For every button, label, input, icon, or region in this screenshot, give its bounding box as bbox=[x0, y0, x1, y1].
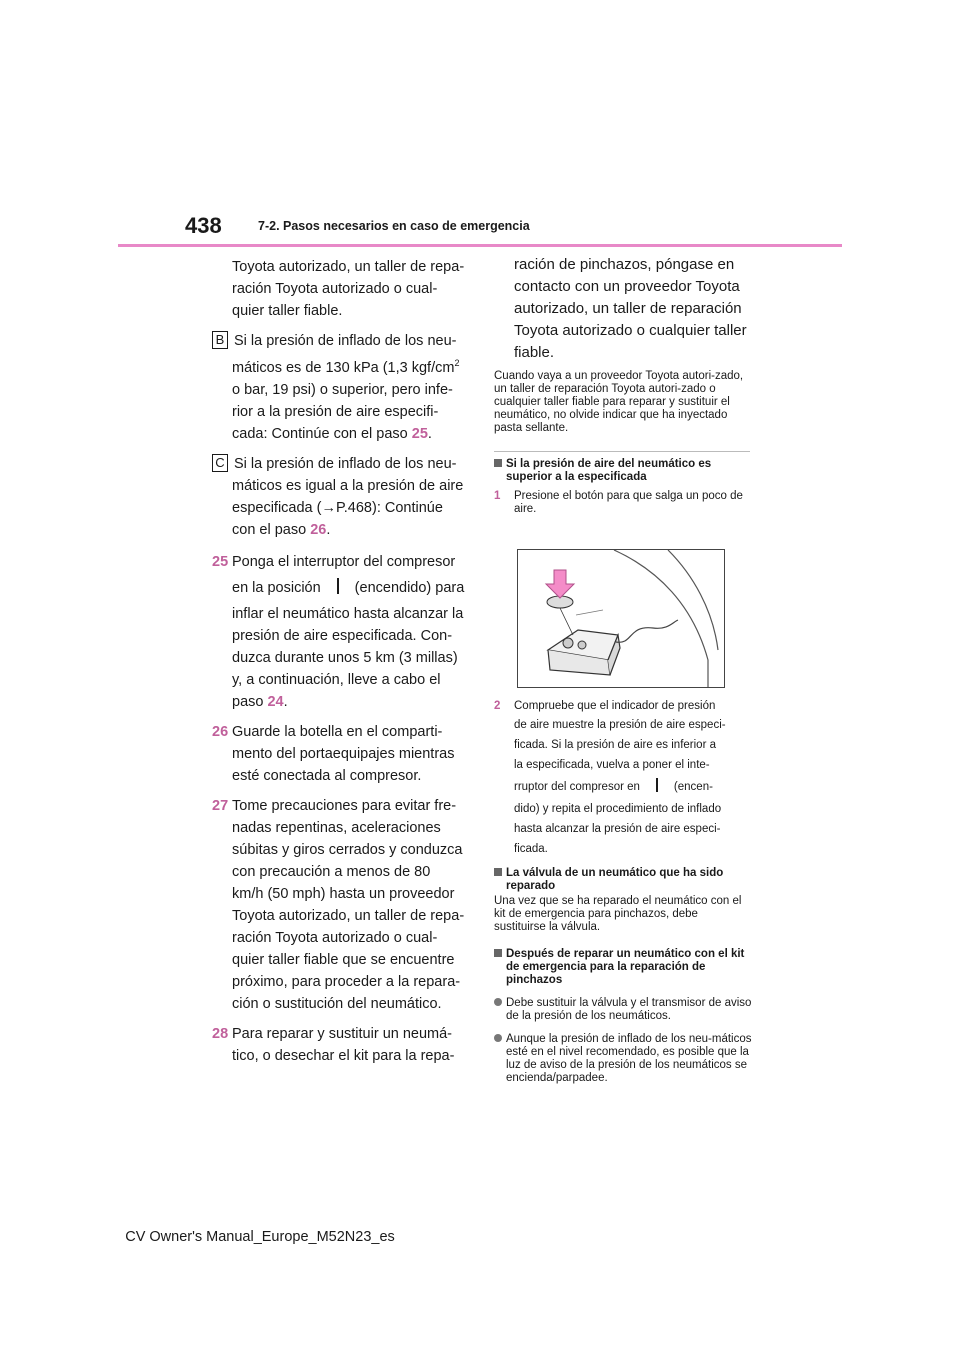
note-paragraph: Cuando vaya a un proveedor Toyota autori-zado, un taller de reparación Toyota autori-zado o cualquier taller fiable para reparar y sustituir el neumático, no olvide indicar que ha inyectado pasta sellante. bbox=[494, 370, 744, 434]
step-line: paso bbox=[232, 693, 264, 710]
bullet-text: Aunque la presión de inflado de los neu-máticos esté en el nivel recomendado, es posible que la luz de aviso de la presión de los neumáticos se encienda/parpadee. bbox=[506, 1033, 752, 1084]
page-number: 438 bbox=[185, 213, 222, 238]
round-bullet-icon bbox=[494, 998, 502, 1006]
b-line: rior a la presión de aire especifi- bbox=[232, 403, 439, 420]
right-column bbox=[494, 254, 752, 364]
item-line: dido) y repita el procedimiento de inflado bbox=[514, 803, 722, 815]
step-line: súbitas y giros cerrados y conduzca bbox=[232, 841, 463, 858]
item-line: Compruebe que el indicador de presión bbox=[514, 700, 716, 712]
b-line: máticos es de 130 kPa (1,3 kgf/cm bbox=[232, 359, 455, 376]
item-line: de aire muestre la presión de aire especi- bbox=[514, 719, 726, 731]
round-bullet-icon bbox=[494, 1034, 502, 1042]
item-number: 1 bbox=[494, 490, 501, 502]
subheading: La válvula de un neumático que ha sido reparado bbox=[506, 867, 724, 892]
item-line: la especificada, vuelva a poner el inte- bbox=[514, 759, 710, 771]
step-line: nadas repentinas, aceleraciones bbox=[232, 819, 441, 836]
step-line: presión de aire especificada. Con- bbox=[232, 627, 453, 644]
step-line: con precaución a menos de 80 bbox=[232, 863, 431, 880]
item-line: hasta alcanzar la presión de aire especi- bbox=[514, 823, 721, 835]
item-line: (encen- bbox=[673, 781, 713, 793]
square-bullet-icon bbox=[494, 868, 502, 876]
right-notes bbox=[494, 370, 752, 516]
step-line: Toyota autorizado, un taller de repa- bbox=[232, 907, 465, 924]
step-line: Tome precauciones para evitar fre- bbox=[232, 797, 457, 814]
c-line: especificada (→P.468): Continúe bbox=[232, 499, 443, 516]
step-line: y, a continuación, lleve a cabo el bbox=[232, 671, 441, 688]
c-line: Si la presión de inflado de los neu- bbox=[234, 455, 457, 472]
compressor-drawing bbox=[518, 550, 724, 687]
bullet-text: Debe sustituir la válvula y el transmisor de aviso de la presión de los neumáticos. bbox=[506, 997, 752, 1022]
step-line: Ponga el interruptor del compresor bbox=[232, 553, 456, 570]
step-ref: 26 bbox=[310, 521, 327, 538]
c-line: máticos es igual a la presión de aire bbox=[232, 477, 464, 494]
step-line: esté conectada al compresor. bbox=[232, 767, 422, 784]
item-line: ficada. bbox=[514, 843, 548, 855]
subheading: Después de reparar un neumático con el kit de emergencia para la reparación de pinchazos bbox=[506, 948, 745, 986]
item-line: ficada. Si la presión de aire es inferior a bbox=[514, 739, 716, 751]
on-switch-icon bbox=[337, 578, 339, 594]
paragraph: Una vez que se ha reparado el neumático con el kit de emergencia para pinchazos, debe sustituirse la válvula. bbox=[494, 895, 742, 933]
step-number: 26 bbox=[212, 723, 229, 740]
step-number: 27 bbox=[212, 797, 229, 814]
step-line: próximo, para proceder a la repara- bbox=[232, 973, 461, 990]
step-line: ración Toyota autorizado o cual- bbox=[232, 929, 438, 946]
right-lower bbox=[494, 697, 752, 1085]
left-column: Toyota autorizado, un taller de repa- ración Toyota autorizado o cual- quier taller fiable. B Si la presión de inflado de los neu- máticos es de 130 kPa (1,3 kgf/$cm^2$ o bar, 19 psi) o superior, pero infe- rior a la presión de aire especifi- cada: Continúe con el paso 25. C Si la presión de inflado de los neu- máticos es igual a la presión de aire especificada (→P.468): Continúe con el paso 26. 25 Ponga el interruptor del compresor en la posición (encendido) para inflar el neumático hasta alcanzar la presión de aire especificada. Con- duzca durante unos 5 km (3 millas) y, a continuación, lleve a cabo el paso 24. 26 Guarde la botella en el comparti- mento del portaequipajes mientras esté conectada al compresor. 27 Tome precauciones para evitar fre- nadas repentinas, aceleraciones súbitas y giros cerrados y conduzca con precaución a menos de 80 km/h (50 mph) hasta un proveedor Toyota autorizado, un taller de repa- ración Toyota autorizado o cual- quier taller fiable que se encuentre próximo, para proceder a la repara- ción o sustitución del neumático. 28 Para reparar y sustituir un neumá- tico, o desechar el kit para la repa- bbox=[212, 256, 474, 1067]
intro-line: ración Toyota autorizado o cual- bbox=[232, 281, 438, 297]
subheading: Si la presión de aire del neumático es superior a la especificada bbox=[506, 458, 712, 483]
step-ref: 25 bbox=[411, 425, 428, 442]
intro-line: Toyota autorizado, un taller de repa- bbox=[232, 259, 465, 275]
item-number: 2 bbox=[494, 700, 501, 712]
b-line: cada: Continúe con el paso bbox=[232, 425, 408, 442]
step-line: Guarde la botella en el comparti- bbox=[232, 723, 443, 740]
superscript: 2 bbox=[454, 358, 460, 368]
step-line: (encendido) para bbox=[354, 579, 465, 596]
continuation-line: autorizado, un taller de reparación bbox=[514, 300, 742, 317]
marker-b: B bbox=[212, 331, 228, 349]
continuation-line: ración de pinchazos, póngase en bbox=[514, 256, 735, 273]
step-line: duzca durante unos 5 km (3 millas) bbox=[232, 649, 458, 666]
square-bullet-icon bbox=[494, 459, 502, 467]
continuation-line: fiable. bbox=[514, 344, 555, 361]
divider bbox=[494, 451, 750, 452]
header-rule bbox=[118, 244, 842, 247]
continuation-line: Toyota autorizado o cualquier taller bbox=[514, 322, 747, 339]
step-line: tico, o desechar el kit para la repa- bbox=[232, 1047, 455, 1064]
marker-c: C bbox=[212, 454, 228, 472]
step-line: ción o sustitución del neumático. bbox=[232, 995, 442, 1012]
footer-text: CV Owner's Manual_Europe_M52N23_es bbox=[125, 1229, 395, 1245]
b-line: o bar, 19 psi) o superior, pero infe- bbox=[232, 381, 453, 398]
section-title: 7-2. Pasos necesarios en caso de emergencia bbox=[258, 219, 530, 233]
step-line: inflar el neumático hasta alcanzar la bbox=[232, 605, 464, 622]
step-line: Para reparar y sustituir un neumá- bbox=[232, 1025, 453, 1042]
step-line: km/h (50 mph) hasta un proveedor bbox=[232, 885, 455, 902]
on-switch-icon bbox=[656, 778, 658, 792]
b-line: Si la presión de inflado de los neu- bbox=[234, 333, 457, 349]
item-text: Presione el botón para que salga un poco de aire. bbox=[514, 490, 743, 515]
compressor-illustration bbox=[517, 549, 725, 688]
c-line: con el paso bbox=[232, 521, 307, 538]
step-line: en la posición bbox=[232, 579, 321, 596]
step-line: quier taller fiable que se encuentre bbox=[232, 951, 455, 968]
step-ref: 24 bbox=[267, 693, 284, 710]
step-number: 28 bbox=[212, 1025, 229, 1042]
intro-line: quier taller fiable. bbox=[232, 303, 343, 319]
step-number: 25 bbox=[212, 553, 229, 570]
continuation-line: contacto con un proveedor Toyota bbox=[514, 278, 740, 295]
square-bullet-icon bbox=[494, 949, 502, 957]
item-line: rruptor del compresor en bbox=[514, 781, 640, 793]
step-line: mento del portaequipajes mientras bbox=[232, 745, 455, 762]
